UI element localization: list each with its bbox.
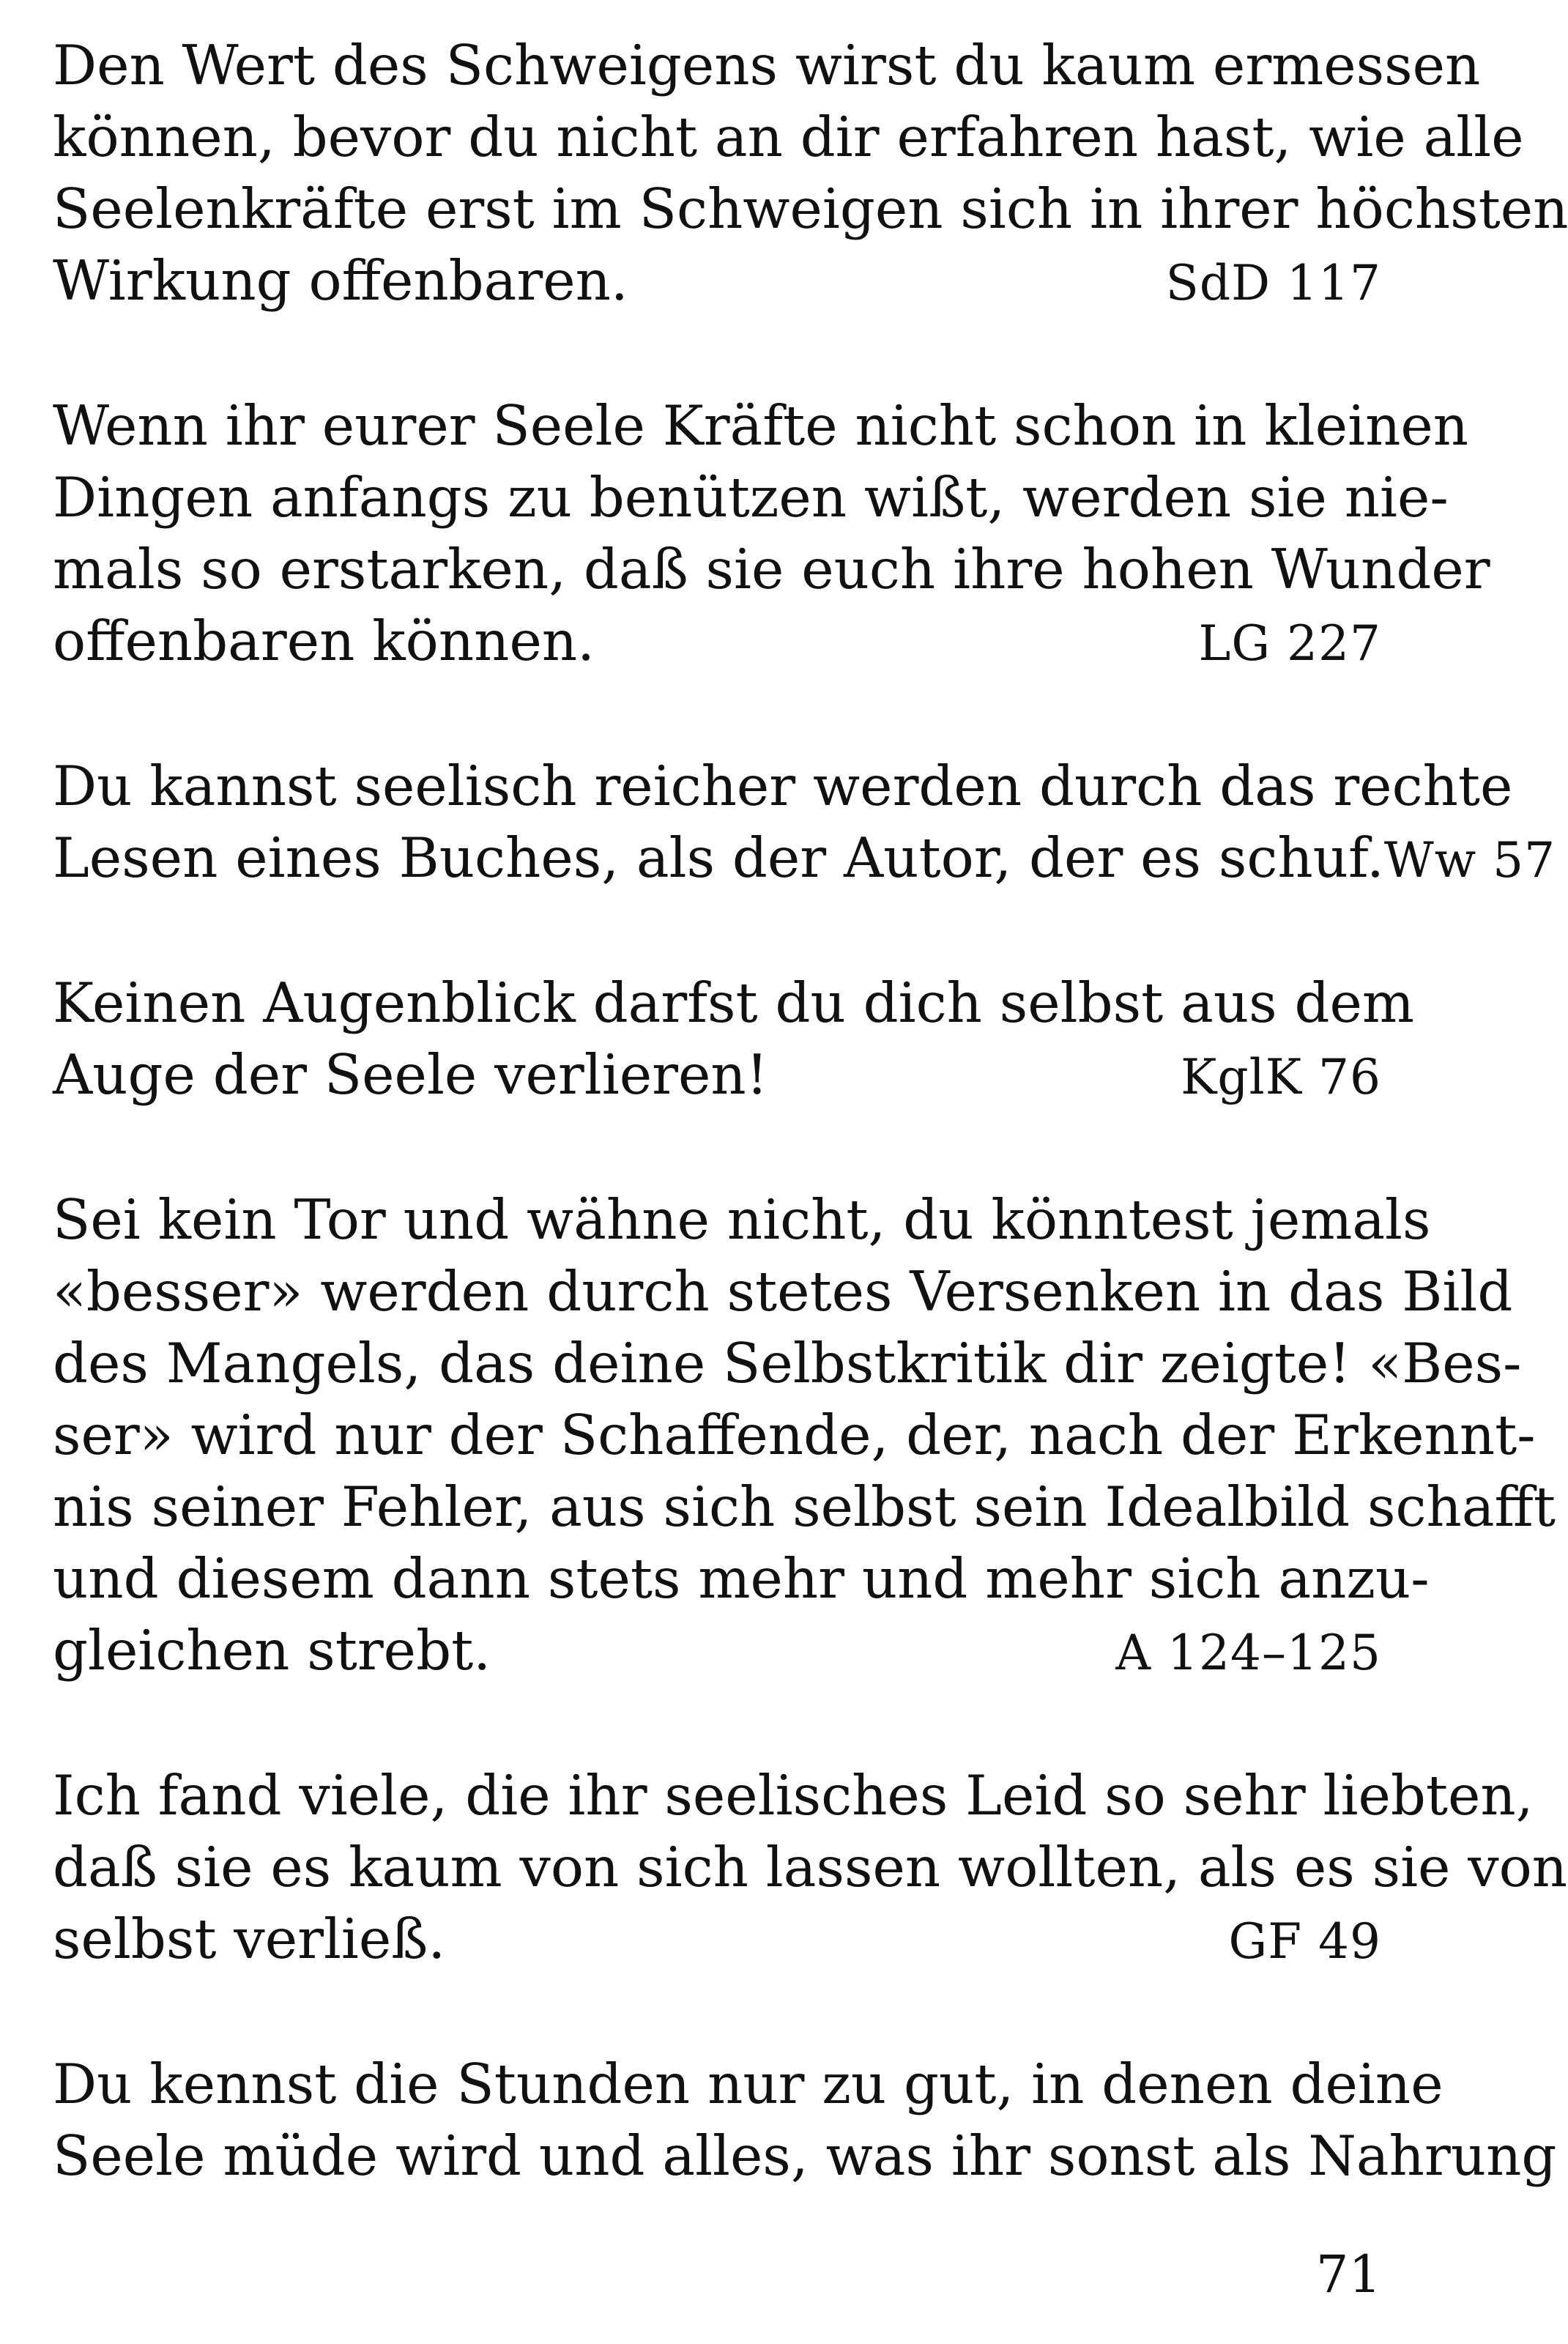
- text-line: Seelenkräfte erst im Schweigen sich in ihrer höchsten: [53, 177, 1568, 241]
- text-line: Seele müde wird und alles, was ihr sonst als Nahrung: [53, 2124, 1557, 2188]
- page-body: [53, 29, 1568, 2262]
- quote-paragraph: [53, 1759, 1568, 1978]
- text-line: des Mangels, das deine Selbstkritik dir zeigte! «Bes-: [53, 1331, 1522, 1395]
- text-line-content: offenbaren können.: [53, 609, 595, 673]
- text-line: Ich fand viele, die ihr seelisches Leid so sehr liebten,: [53, 1763, 1534, 1828]
- text-line-last: [53, 1614, 1381, 1689]
- page-number: 71: [1315, 2244, 1381, 2304]
- text-line-last: [53, 1039, 1381, 1113]
- quote-paragraph: [53, 29, 1568, 319]
- text-line-last: [53, 605, 1381, 680]
- quote-paragraph: [53, 390, 1490, 680]
- source-reference: A 124–125: [1115, 1625, 1381, 1681]
- source-reference: Ww 57: [1383, 832, 1556, 889]
- text-line: nis seiner Fehler, aus sich selbst sein Idealbild schafft: [53, 1475, 1556, 1539]
- text-line: können, bevor du nicht an dir erfahren hast, wie alle: [53, 105, 1524, 169]
- text-line: und diesem dann stets mehr und mehr sich anzu-: [53, 1546, 1430, 1611]
- text-line-content: selbst verließ.: [53, 1907, 446, 1971]
- text-line-content: Wirkung offenbaren.: [53, 248, 628, 313]
- text-line: Den Wert des Schweigens wirst du kaum ermessen: [53, 33, 1481, 97]
- text-line: Du kennst die Stunden nur zu gut, in denen deine: [53, 2052, 1443, 2116]
- text-line: «besser» werden durch stetes Versenken in das Bild: [53, 1259, 1513, 1324]
- text-line-last: [53, 822, 1556, 897]
- text-line-content: Lesen eines Buches, als der Autor, der es schuf.: [53, 826, 1384, 890]
- source-reference: GF 49: [1228, 1913, 1381, 1970]
- text-line: Sei kein Tor und wähne nicht, du könntest jemals: [53, 1187, 1431, 1252]
- text-line: ser» wird nur der Schaffende, der, nach der Erkennt-: [53, 1403, 1536, 1467]
- text-line-last: [53, 245, 1381, 319]
- source-reference: LG 227: [1198, 615, 1381, 672]
- text-line-content: gleichen strebt.: [53, 1618, 491, 1683]
- text-line: mals so erstarken, daß sie euch ihre hohen Wunder: [53, 537, 1490, 601]
- text-line: Wenn ihr eurer Seele Kräfte nicht schon in kleinen: [53, 393, 1469, 458]
- source-reference: SdD 117: [1165, 255, 1381, 311]
- source-reference: KglK 76: [1181, 1049, 1381, 1105]
- text-line: Keinen Augenblick darfst du dich selbst aus dem: [53, 971, 1414, 1035]
- quote-paragraph: [53, 967, 1414, 1113]
- text-line: Dingen anfangs zu benützen wißt, werden sie nie-: [53, 465, 1449, 530]
- text-line-last: [53, 1903, 1381, 1978]
- quote-paragraph: [53, 2048, 1557, 2192]
- quote-paragraph: [53, 1184, 1556, 1689]
- text-line: Du kannst seelisch reicher werden durch das rechte: [53, 754, 1513, 818]
- text-line-content: Auge der Seele verlieren!: [53, 1042, 768, 1107]
- text-line: daß sie es kaum von sich lassen wollten, als es sie von: [53, 1835, 1568, 1899]
- quote-paragraph: [53, 750, 1556, 897]
